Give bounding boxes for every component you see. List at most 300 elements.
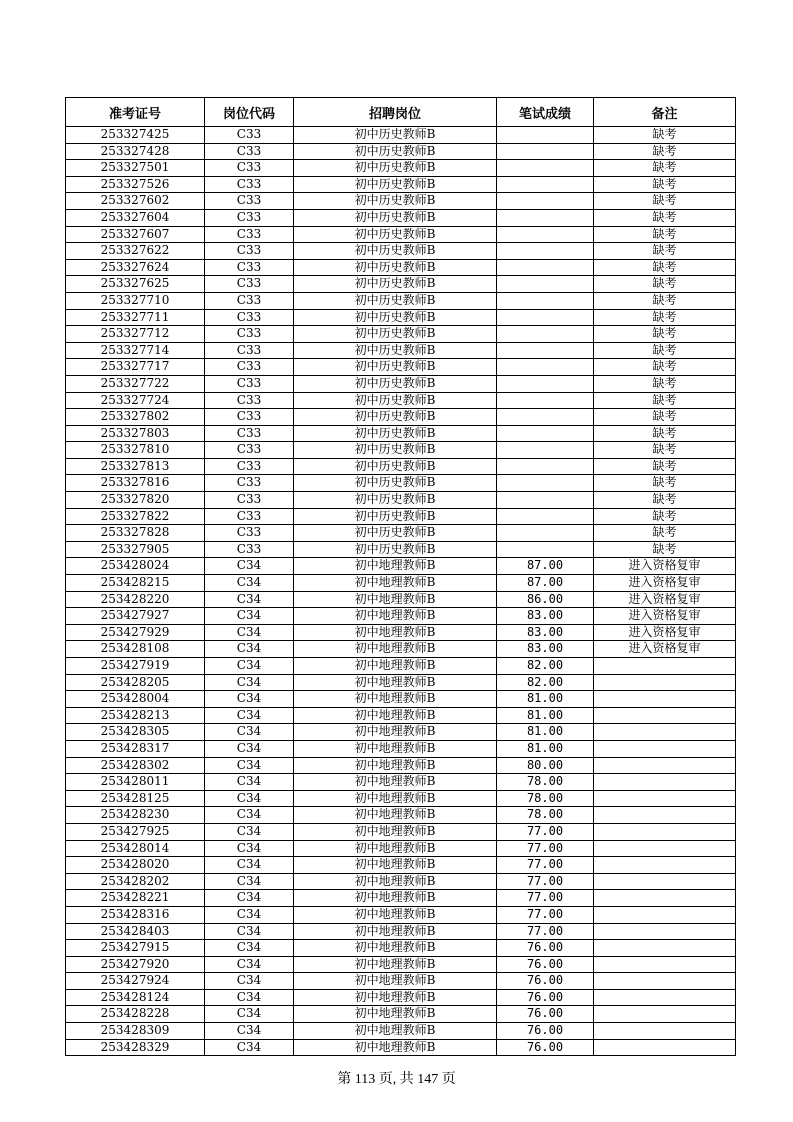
cell-post-name: 初中历史教师B bbox=[294, 375, 497, 392]
cell-score bbox=[497, 292, 594, 309]
cell-exam-number: 253327624 bbox=[66, 259, 205, 276]
cell-score bbox=[497, 226, 594, 243]
cell-exam-number: 253327607 bbox=[66, 226, 205, 243]
cell-post-name: 初中地理教师B bbox=[294, 973, 497, 990]
table-row bbox=[66, 458, 736, 475]
table-row bbox=[66, 823, 736, 840]
table-row bbox=[66, 906, 736, 923]
table-row bbox=[66, 541, 736, 558]
cell-post-name: 初中地理教师B bbox=[294, 674, 497, 691]
table-row bbox=[66, 326, 736, 343]
table-row bbox=[66, 890, 736, 907]
cell-score: 76.00 bbox=[497, 973, 594, 990]
page-number: 第 113 页, 共 147 页 bbox=[337, 1072, 456, 1087]
table-row bbox=[66, 259, 736, 276]
table-row bbox=[66, 492, 736, 509]
cell-post-code: C33 bbox=[205, 326, 294, 343]
cell-exam-number: 253327501 bbox=[66, 160, 205, 177]
results-table bbox=[65, 97, 736, 1056]
cell-post-name: 初中地理教师B bbox=[294, 857, 497, 874]
cell-post-name: 初中历史教师B bbox=[294, 525, 497, 542]
cell-post-code: C33 bbox=[205, 458, 294, 475]
cell-exam-number: 253428403 bbox=[66, 923, 205, 940]
cell-remark bbox=[594, 740, 736, 757]
cell-exam-number: 253327820 bbox=[66, 492, 205, 509]
cell-post-code: C34 bbox=[205, 591, 294, 608]
cell-exam-number: 253428124 bbox=[66, 989, 205, 1006]
cell-post-name: 初中地理教师B bbox=[294, 989, 497, 1006]
cell-post-code: C34 bbox=[205, 691, 294, 708]
cell-post-code: C33 bbox=[205, 243, 294, 260]
cell-score: 76.00 bbox=[497, 940, 594, 957]
table-header-row bbox=[66, 98, 736, 127]
cell-post-name: 初中历史教师B bbox=[294, 492, 497, 509]
table-row bbox=[66, 359, 736, 376]
cell-exam-number: 253327816 bbox=[66, 475, 205, 492]
cell-score bbox=[497, 392, 594, 409]
table-row bbox=[66, 143, 736, 160]
cell-post-code: C33 bbox=[205, 226, 294, 243]
cell-post-code: C33 bbox=[205, 193, 294, 210]
table-row bbox=[66, 226, 736, 243]
table-body bbox=[66, 127, 736, 1056]
cell-remark: 缺考 bbox=[594, 143, 736, 160]
cell-post-name: 初中地理教师B bbox=[294, 575, 497, 592]
cell-score: 76.00 bbox=[497, 1023, 594, 1040]
cell-post-code: C34 bbox=[205, 807, 294, 824]
cell-post-code: C34 bbox=[205, 790, 294, 807]
cell-score bbox=[497, 193, 594, 210]
cell-post-code: C34 bbox=[205, 608, 294, 625]
cell-remark bbox=[594, 774, 736, 791]
cell-post-name: 初中历史教师B bbox=[294, 309, 497, 326]
cell-post-name: 初中地理教师B bbox=[294, 1023, 497, 1040]
table-row bbox=[66, 292, 736, 309]
cell-post-name: 初中地理教师B bbox=[294, 724, 497, 741]
cell-exam-number: 253427927 bbox=[66, 608, 205, 625]
cell-score bbox=[497, 409, 594, 426]
table-row bbox=[66, 840, 736, 857]
table-row bbox=[66, 641, 736, 658]
cell-post-name: 初中地理教师B bbox=[294, 707, 497, 724]
cell-remark: 缺考 bbox=[594, 342, 736, 359]
cell-post-code: C34 bbox=[205, 658, 294, 675]
table-row bbox=[66, 707, 736, 724]
cell-score: 87.00 bbox=[497, 558, 594, 575]
cell-post-name: 初中地理教师B bbox=[294, 658, 497, 675]
cell-remark: 缺考 bbox=[594, 243, 736, 260]
cell-post-name: 初中地理教师B bbox=[294, 641, 497, 658]
cell-post-name: 初中历史教师B bbox=[294, 259, 497, 276]
cell-exam-number: 253327717 bbox=[66, 359, 205, 376]
cell-post-name: 初中历史教师B bbox=[294, 392, 497, 409]
table-row bbox=[66, 392, 736, 409]
cell-post-code: C34 bbox=[205, 1039, 294, 1056]
cell-post-name: 初中地理教师B bbox=[294, 923, 497, 940]
cell-post-name: 初中地理教师B bbox=[294, 873, 497, 890]
cell-remark bbox=[594, 906, 736, 923]
cell-post-name: 初中历史教师B bbox=[294, 409, 497, 426]
cell-remark: 缺考 bbox=[594, 525, 736, 542]
cell-post-code: C33 bbox=[205, 359, 294, 376]
cell-post-name: 初中历史教师B bbox=[294, 359, 497, 376]
cell-post-code: C33 bbox=[205, 442, 294, 459]
table-row bbox=[66, 508, 736, 525]
cell-exam-number: 253327711 bbox=[66, 309, 205, 326]
table-row bbox=[66, 176, 736, 193]
cell-post-code: C34 bbox=[205, 558, 294, 575]
cell-post-code: C34 bbox=[205, 923, 294, 940]
cell-exam-number: 253428215 bbox=[66, 575, 205, 592]
cell-post-code: C34 bbox=[205, 973, 294, 990]
cell-exam-number: 253327813 bbox=[66, 458, 205, 475]
cell-post-name: 初中地理教师B bbox=[294, 807, 497, 824]
cell-exam-number: 253427915 bbox=[66, 940, 205, 957]
cell-score: 82.00 bbox=[497, 658, 594, 675]
table-row bbox=[66, 624, 736, 641]
cell-post-name: 初中历史教师B bbox=[294, 176, 497, 193]
table-row bbox=[66, 127, 736, 144]
cell-post-name: 初中历史教师B bbox=[294, 226, 497, 243]
cell-post-name: 初中历史教师B bbox=[294, 475, 497, 492]
table-row bbox=[66, 375, 736, 392]
cell-exam-number: 253327810 bbox=[66, 442, 205, 459]
table-row bbox=[66, 873, 736, 890]
cell-post-name: 初中地理教师B bbox=[294, 624, 497, 641]
cell-post-code: C33 bbox=[205, 209, 294, 226]
cell-remark: 缺考 bbox=[594, 508, 736, 525]
cell-post-code: C34 bbox=[205, 774, 294, 791]
cell-post-name: 初中地理教师B bbox=[294, 608, 497, 625]
cell-exam-number: 253428220 bbox=[66, 591, 205, 608]
cell-exam-number: 253428302 bbox=[66, 757, 205, 774]
cell-post-name: 初中历史教师B bbox=[294, 143, 497, 160]
cell-exam-number: 253327428 bbox=[66, 143, 205, 160]
cell-exam-number: 253428309 bbox=[66, 1023, 205, 1040]
cell-post-code: C34 bbox=[205, 624, 294, 641]
cell-exam-number: 253327714 bbox=[66, 342, 205, 359]
cell-post-name: 初中地理教师B bbox=[294, 691, 497, 708]
cell-post-name: 初中地理教师B bbox=[294, 790, 497, 807]
cell-remark: 缺考 bbox=[594, 409, 736, 426]
cell-post-name: 初中历史教师B bbox=[294, 442, 497, 459]
table-row bbox=[66, 674, 736, 691]
cell-post-name: 初中地理教师B bbox=[294, 774, 497, 791]
cell-post-name: 初中历史教师B bbox=[294, 342, 497, 359]
cell-score: 76.00 bbox=[497, 1006, 594, 1023]
cell-remark bbox=[594, 840, 736, 857]
cell-exam-number: 253327712 bbox=[66, 326, 205, 343]
table-row bbox=[66, 442, 736, 459]
cell-remark bbox=[594, 724, 736, 741]
cell-exam-number: 253327822 bbox=[66, 508, 205, 525]
cell-remark: 缺考 bbox=[594, 359, 736, 376]
table-row bbox=[66, 342, 736, 359]
table-row bbox=[66, 575, 736, 592]
cell-score: 83.00 bbox=[497, 624, 594, 641]
cell-exam-number: 253327803 bbox=[66, 425, 205, 442]
cell-score bbox=[497, 458, 594, 475]
cell-remark: 缺考 bbox=[594, 309, 736, 326]
cell-score: 82.00 bbox=[497, 674, 594, 691]
cell-post-name: 初中地理教师B bbox=[294, 1006, 497, 1023]
cell-post-name: 初中历史教师B bbox=[294, 425, 497, 442]
cell-post-name: 初中地理教师B bbox=[294, 757, 497, 774]
cell-remark: 进入资格复审 bbox=[594, 558, 736, 575]
cell-score bbox=[497, 508, 594, 525]
cell-remark: 缺考 bbox=[594, 209, 736, 226]
cell-score bbox=[497, 475, 594, 492]
cell-post-code: C33 bbox=[205, 176, 294, 193]
cell-remark bbox=[594, 691, 736, 708]
cell-exam-number: 253327828 bbox=[66, 525, 205, 542]
cell-exam-number: 253428221 bbox=[66, 890, 205, 907]
cell-exam-number: 253428020 bbox=[66, 857, 205, 874]
cell-post-code: C33 bbox=[205, 375, 294, 392]
cell-exam-number: 253327710 bbox=[66, 292, 205, 309]
cell-exam-number: 253428228 bbox=[66, 1006, 205, 1023]
table-row bbox=[66, 608, 736, 625]
cell-score: 77.00 bbox=[497, 890, 594, 907]
cell-score bbox=[497, 209, 594, 226]
table-row bbox=[66, 940, 736, 957]
cell-post-code: C33 bbox=[205, 160, 294, 177]
cell-score bbox=[497, 375, 594, 392]
cell-exam-number: 253327526 bbox=[66, 176, 205, 193]
cell-score: 76.00 bbox=[497, 956, 594, 973]
cell-post-code: C33 bbox=[205, 127, 294, 144]
cell-remark bbox=[594, 940, 736, 957]
cell-post-code: C33 bbox=[205, 409, 294, 426]
table-row bbox=[66, 691, 736, 708]
cell-exam-number: 253428014 bbox=[66, 840, 205, 857]
cell-exam-number: 253427920 bbox=[66, 956, 205, 973]
table-row bbox=[66, 923, 736, 940]
cell-remark bbox=[594, 674, 736, 691]
cell-score bbox=[497, 127, 594, 144]
cell-score: 78.00 bbox=[497, 790, 594, 807]
header-post-code: 岗位代码 bbox=[205, 98, 294, 127]
cell-post-code: C33 bbox=[205, 259, 294, 276]
cell-post-name: 初中地理教师B bbox=[294, 1039, 497, 1056]
header-post-name: 招聘岗位 bbox=[294, 98, 497, 127]
cell-remark: 缺考 bbox=[594, 492, 736, 509]
cell-score: 77.00 bbox=[497, 873, 594, 890]
cell-post-name: 初中历史教师B bbox=[294, 243, 497, 260]
cell-exam-number: 253327722 bbox=[66, 375, 205, 392]
table-row bbox=[66, 790, 736, 807]
cell-score: 83.00 bbox=[497, 608, 594, 625]
table-row bbox=[66, 1006, 736, 1023]
cell-post-name: 初中地理教师B bbox=[294, 890, 497, 907]
cell-post-code: C34 bbox=[205, 989, 294, 1006]
cell-post-code: C34 bbox=[205, 873, 294, 890]
cell-post-name: 初中地理教师B bbox=[294, 591, 497, 608]
cell-remark: 缺考 bbox=[594, 326, 736, 343]
table-row bbox=[66, 857, 736, 874]
cell-post-name: 初中地理教师B bbox=[294, 956, 497, 973]
cell-post-name: 初中地理教师B bbox=[294, 558, 497, 575]
cell-post-name: 初中历史教师B bbox=[294, 193, 497, 210]
cell-exam-number: 253327425 bbox=[66, 127, 205, 144]
cell-post-name: 初中历史教师B bbox=[294, 508, 497, 525]
table-row bbox=[66, 1039, 736, 1056]
cell-score bbox=[497, 342, 594, 359]
cell-score: 76.00 bbox=[497, 1039, 594, 1056]
table-row bbox=[66, 724, 736, 741]
cell-exam-number: 253327905 bbox=[66, 541, 205, 558]
cell-remark: 进入资格复审 bbox=[594, 641, 736, 658]
cell-score bbox=[497, 425, 594, 442]
cell-exam-number: 253327604 bbox=[66, 209, 205, 226]
cell-remark: 缺考 bbox=[594, 375, 736, 392]
cell-score bbox=[497, 276, 594, 293]
cell-post-code: C33 bbox=[205, 425, 294, 442]
cell-post-code: C34 bbox=[205, 823, 294, 840]
cell-remark: 缺考 bbox=[594, 193, 736, 210]
cell-post-name: 初中历史教师B bbox=[294, 458, 497, 475]
cell-post-name: 初中历史教师B bbox=[294, 276, 497, 293]
cell-exam-number: 253428004 bbox=[66, 691, 205, 708]
cell-post-name: 初中历史教师B bbox=[294, 127, 497, 144]
cell-post-name: 初中地理教师B bbox=[294, 823, 497, 840]
table-row bbox=[66, 409, 736, 426]
cell-score bbox=[497, 243, 594, 260]
cell-post-code: C34 bbox=[205, 840, 294, 857]
cell-post-code: C33 bbox=[205, 276, 294, 293]
cell-score: 86.00 bbox=[497, 591, 594, 608]
table-row bbox=[66, 243, 736, 260]
cell-remark: 缺考 bbox=[594, 425, 736, 442]
cell-post-name: 初中历史教师B bbox=[294, 209, 497, 226]
cell-remark: 缺考 bbox=[594, 541, 736, 558]
cell-exam-number: 253428329 bbox=[66, 1039, 205, 1056]
cell-post-code: C34 bbox=[205, 740, 294, 757]
cell-remark bbox=[594, 757, 736, 774]
table-row bbox=[66, 757, 736, 774]
table-row bbox=[66, 425, 736, 442]
cell-score: 77.00 bbox=[497, 823, 594, 840]
cell-exam-number: 253427919 bbox=[66, 658, 205, 675]
cell-exam-number: 253428108 bbox=[66, 641, 205, 658]
cell-remark: 缺考 bbox=[594, 276, 736, 293]
cell-exam-number: 253428024 bbox=[66, 558, 205, 575]
cell-exam-number: 253327802 bbox=[66, 409, 205, 426]
cell-exam-number: 253327625 bbox=[66, 276, 205, 293]
cell-remark: 缺考 bbox=[594, 475, 736, 492]
cell-remark bbox=[594, 873, 736, 890]
cell-score: 81.00 bbox=[497, 724, 594, 741]
cell-remark bbox=[594, 790, 736, 807]
cell-exam-number: 253428202 bbox=[66, 873, 205, 890]
cell-remark bbox=[594, 707, 736, 724]
header-remarks: 备注 bbox=[594, 98, 736, 127]
cell-post-name: 初中地理教师B bbox=[294, 940, 497, 957]
cell-remark bbox=[594, 956, 736, 973]
cell-post-code: C33 bbox=[205, 342, 294, 359]
table-row bbox=[66, 160, 736, 177]
cell-score bbox=[497, 326, 594, 343]
cell-score: 77.00 bbox=[497, 857, 594, 874]
cell-score bbox=[497, 176, 594, 193]
cell-exam-number: 253427925 bbox=[66, 823, 205, 840]
table-row bbox=[66, 658, 736, 675]
cell-post-code: C34 bbox=[205, 1006, 294, 1023]
cell-exam-number: 253428317 bbox=[66, 740, 205, 757]
cell-score bbox=[497, 541, 594, 558]
cell-remark: 进入资格复审 bbox=[594, 608, 736, 625]
cell-exam-number: 253327602 bbox=[66, 193, 205, 210]
cell-score: 80.00 bbox=[497, 757, 594, 774]
table-row bbox=[66, 956, 736, 973]
cell-post-name: 初中地理教师B bbox=[294, 906, 497, 923]
cell-score: 77.00 bbox=[497, 906, 594, 923]
cell-remark: 缺考 bbox=[594, 392, 736, 409]
cell-post-code: C34 bbox=[205, 757, 294, 774]
table-row bbox=[66, 591, 736, 608]
table-row bbox=[66, 558, 736, 575]
cell-exam-number: 253428125 bbox=[66, 790, 205, 807]
cell-remark: 进入资格复审 bbox=[594, 624, 736, 641]
cell-post-code: C34 bbox=[205, 724, 294, 741]
cell-post-code: C34 bbox=[205, 956, 294, 973]
cell-score: 78.00 bbox=[497, 774, 594, 791]
cell-post-code: C34 bbox=[205, 1023, 294, 1040]
cell-exam-number: 253428213 bbox=[66, 707, 205, 724]
cell-remark: 缺考 bbox=[594, 442, 736, 459]
cell-post-code: C33 bbox=[205, 508, 294, 525]
cell-score bbox=[497, 309, 594, 326]
cell-score: 81.00 bbox=[497, 691, 594, 708]
cell-post-name: 初中历史教师B bbox=[294, 541, 497, 558]
cell-remark: 缺考 bbox=[594, 127, 736, 144]
table-row bbox=[66, 1023, 736, 1040]
cell-exam-number: 253428011 bbox=[66, 774, 205, 791]
table-row bbox=[66, 989, 736, 1006]
cell-remark bbox=[594, 807, 736, 824]
cell-remark: 进入资格复审 bbox=[594, 591, 736, 608]
cell-score: 87.00 bbox=[497, 575, 594, 592]
cell-score: 83.00 bbox=[497, 641, 594, 658]
cell-post-code: C34 bbox=[205, 674, 294, 691]
cell-remark bbox=[594, 1039, 736, 1056]
cell-post-code: C34 bbox=[205, 641, 294, 658]
cell-post-name: 初中历史教师B bbox=[294, 160, 497, 177]
table-row bbox=[66, 774, 736, 791]
cell-score: 76.00 bbox=[497, 989, 594, 1006]
table-row bbox=[66, 309, 736, 326]
cell-exam-number: 253327724 bbox=[66, 392, 205, 409]
cell-remark: 缺考 bbox=[594, 259, 736, 276]
cell-post-code: C34 bbox=[205, 857, 294, 874]
table-row bbox=[66, 475, 736, 492]
cell-exam-number: 253427929 bbox=[66, 624, 205, 641]
cell-post-code: C33 bbox=[205, 309, 294, 326]
table-row bbox=[66, 525, 736, 542]
cell-remark bbox=[594, 890, 736, 907]
cell-post-code: C34 bbox=[205, 575, 294, 592]
cell-post-code: C33 bbox=[205, 392, 294, 409]
table-row bbox=[66, 807, 736, 824]
cell-remark: 缺考 bbox=[594, 458, 736, 475]
table-row bbox=[66, 276, 736, 293]
table-row bbox=[66, 973, 736, 990]
cell-post-code: C33 bbox=[205, 143, 294, 160]
cell-post-code: C33 bbox=[205, 525, 294, 542]
cell-score: 77.00 bbox=[497, 923, 594, 940]
cell-score bbox=[497, 259, 594, 276]
table-row bbox=[66, 740, 736, 757]
